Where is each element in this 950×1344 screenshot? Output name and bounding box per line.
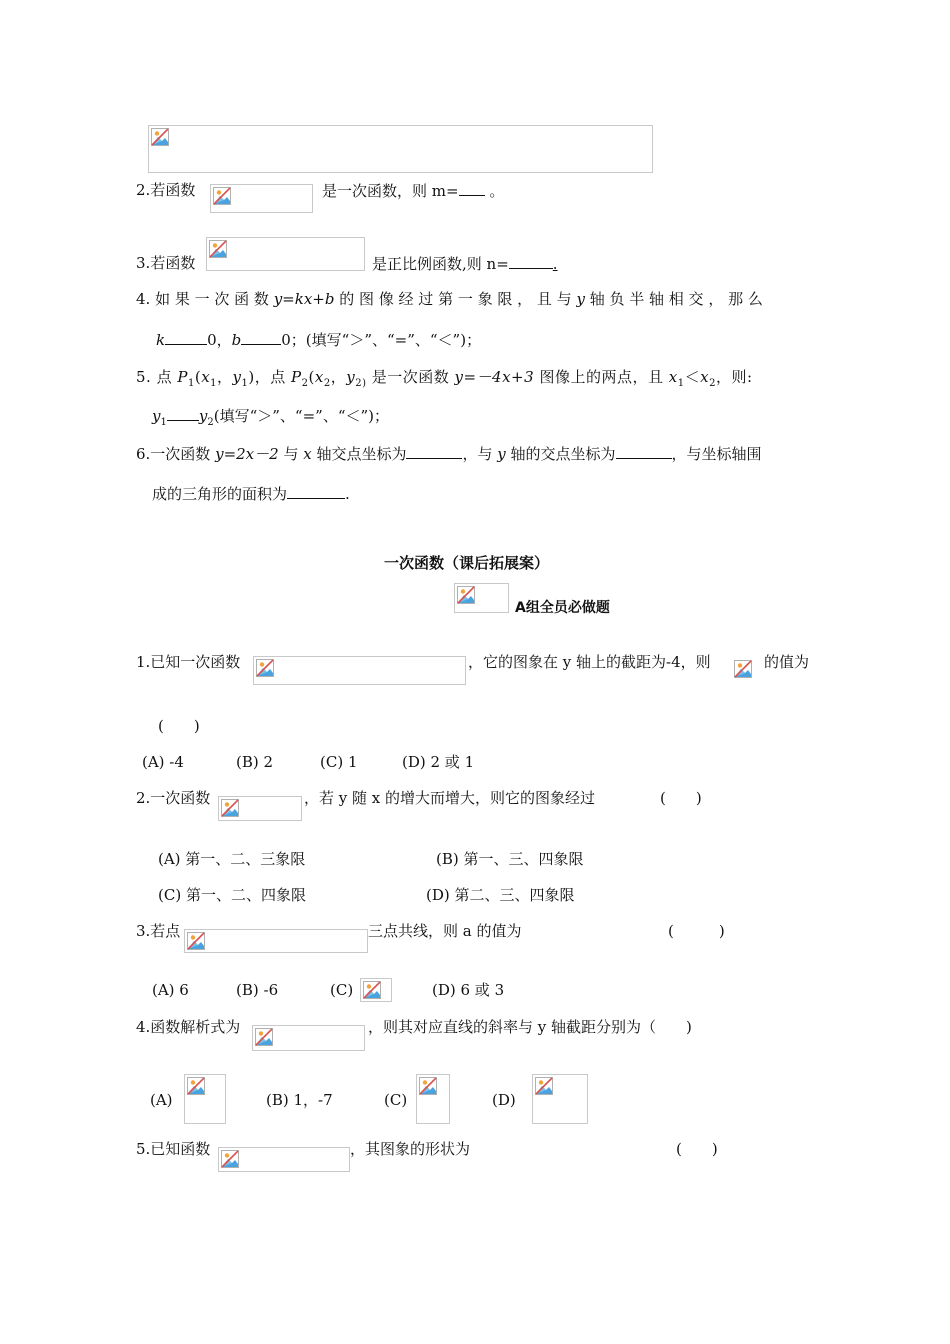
answer-blank[interactable]	[406, 443, 462, 459]
section-image	[454, 583, 509, 613]
answer-paren: ( )	[660, 789, 702, 807]
option-d[interactable]: (D) 2 或 1	[402, 753, 475, 771]
answer-blank[interactable]	[167, 405, 199, 421]
exercise-4-mid: ，则其对应直线的斜率与 y 轴截距分别为（ )	[368, 1018, 692, 1036]
broken-image-icon	[209, 240, 227, 258]
exercise-3: 3.若点	[136, 922, 181, 940]
group-title: A组全员必做题	[515, 600, 610, 616]
broken-image-icon	[363, 981, 381, 999]
answer-blank[interactable]	[165, 329, 207, 345]
option-c[interactable]: (C) 第一、二、四象限	[158, 886, 306, 904]
exercise-1: 1.已知一次函数	[136, 653, 241, 671]
option-a[interactable]: (A) 第一、二、三象限	[158, 850, 306, 868]
option-a[interactable]: (A)	[150, 1091, 173, 1109]
question-3: 3.若函数	[136, 254, 196, 272]
answer-blank[interactable]	[287, 483, 345, 499]
formula-image	[218, 1147, 350, 1172]
broken-image-icon	[221, 799, 239, 817]
option-c[interactable]: (C)	[330, 981, 354, 999]
question-2-tail: 是一次函数，则 m= 。	[322, 182, 505, 200]
answer-paren: ( )	[668, 922, 725, 940]
answer-blank[interactable]	[241, 329, 281, 345]
exercise-3-mid: 三点共线，则 a 的值为	[368, 922, 522, 940]
question-5-line1: 5. 点 $P_1(x_1$，$y_1$)，点 $P_2(x_2$，$y_{2)}$ 是一次函数 y=－4x+3 图像上的两点，且 $x_1<x_2$，则:	[136, 368, 753, 389]
question-3-tail: 是正比例函数,则 n= .	[372, 255, 558, 273]
formula-image	[184, 1074, 226, 1124]
answer-blank[interactable]	[616, 443, 672, 459]
question-5-line2: $y_1$ $y_2$(填写“＞”、“=”、“＜”)；	[152, 407, 390, 428]
broken-image-icon	[213, 187, 231, 205]
exercise-1-tail: 的值为	[764, 653, 810, 671]
option-b[interactable]: (B) 第一、三、四象限	[436, 850, 584, 868]
question-4-line2: k 0，b 0；(填写“＞”、“=”、“＜”)；	[156, 331, 482, 349]
broken-image-icon	[255, 1028, 273, 1046]
formula-image	[148, 125, 653, 173]
question-4-line1: 4. 如 果 一 次 函 数 y=kx+b 的 图 像 经 过 第 一 象 限 ， 且 与 y 轴 负 半 轴 相 交 ， 那 么	[136, 290, 763, 308]
broken-image-icon	[221, 1150, 239, 1168]
option-d[interactable]: (D) 第二、三、四象限	[426, 886, 575, 904]
broken-image-icon	[187, 1077, 205, 1095]
formula-image	[360, 978, 392, 1002]
broken-image-icon	[734, 660, 752, 678]
option-a[interactable]: (A) -4	[142, 753, 184, 771]
answer-paren: ( )	[158, 717, 200, 735]
option-d[interactable]: (D)	[492, 1091, 516, 1109]
question-6-line2: 成的三角形的面积为 .	[152, 485, 350, 503]
question-6-line1: 6.一次函数 y=2x－2 与 x 轴交点坐标为 ，与 y 轴的交点坐标为 ，与坐标轴围	[136, 445, 762, 463]
formula-image	[734, 660, 756, 682]
broken-image-icon	[535, 1077, 553, 1095]
formula-image	[184, 929, 368, 953]
option-b[interactable]: (B) -6	[236, 981, 279, 999]
answer-blank[interactable]	[509, 253, 553, 269]
exercise-2-mid: ，若 y 随 x 的增大而增大，则它的图象经过	[304, 789, 596, 807]
exercise-1-mid: ，它的图象在 y 轴上的截距为-4，则	[468, 653, 711, 671]
formula-image	[253, 656, 466, 685]
section-title: 一次函数（课后拓展案）	[384, 554, 550, 572]
exercise-5: 5.已知函数	[136, 1140, 211, 1158]
question-2: 2.若函数	[136, 181, 196, 199]
formula-image	[416, 1074, 450, 1124]
option-c[interactable]: (C) 1	[320, 753, 358, 771]
broken-image-icon	[457, 586, 475, 604]
formula-image	[218, 796, 302, 821]
answer-paren: ( )	[676, 1140, 718, 1158]
answer-blank[interactable]	[459, 180, 485, 196]
broken-image-icon	[151, 128, 169, 146]
option-a[interactable]: (A) 6	[152, 981, 189, 999]
option-b[interactable]: (B) 1，-7	[266, 1091, 333, 1109]
option-d[interactable]: (D) 6 或 3	[432, 981, 505, 999]
broken-image-icon	[256, 659, 274, 677]
option-b[interactable]: (B) 2	[236, 753, 274, 771]
exercise-2: 2.一次函数	[136, 789, 211, 807]
formula-image	[532, 1074, 588, 1124]
exercise-4: 4.函数解析式为	[136, 1018, 241, 1036]
broken-image-icon	[419, 1077, 437, 1095]
broken-image-icon	[187, 932, 205, 950]
formula-image	[252, 1025, 365, 1051]
formula-image	[210, 184, 313, 213]
option-c[interactable]: (C)	[384, 1091, 408, 1109]
formula-image	[206, 237, 365, 271]
exercise-5-mid: ，其图象的形状为	[350, 1140, 471, 1158]
